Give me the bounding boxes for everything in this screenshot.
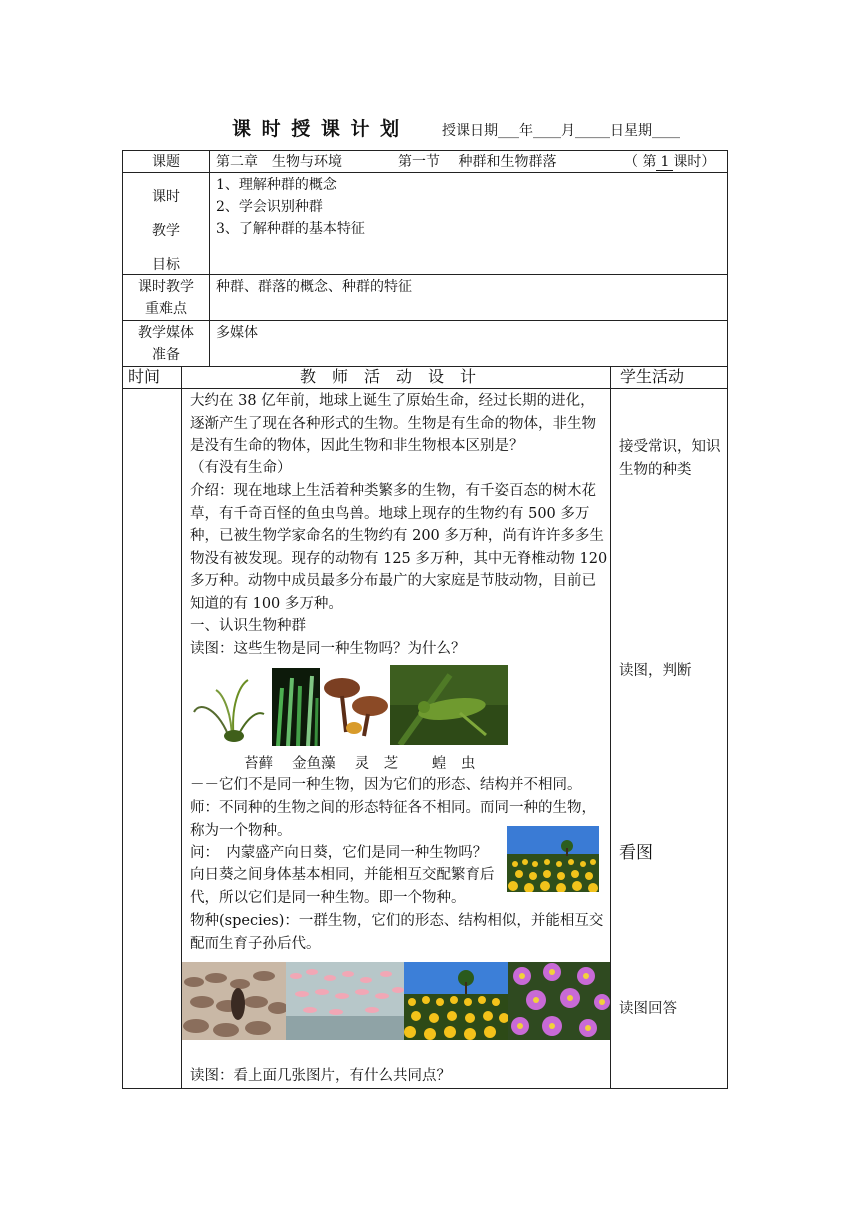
goals-list xyxy=(216,174,365,240)
page-title: 课 时 授 课 计 划 xyxy=(232,118,402,140)
teacher-note: 师：不同种的生物之间的形态特征各不相同。而同一种的生物，称为一个物种。 xyxy=(190,800,596,839)
sunflowers-image xyxy=(404,962,508,1040)
answer-1: －－它们不是同一种生物，因为它们的形态、结构并不相同。 xyxy=(190,777,582,793)
topic-label: 课题 xyxy=(152,154,180,170)
col-teacher-header: 教 师 活 动 设 计 xyxy=(300,367,477,386)
answer-2: 向日葵之间身体基本相同，并能相互交配繁育后代，所以它们是同一种生物。即一个物种。 xyxy=(190,867,495,906)
lesson-number: 1 xyxy=(656,154,673,171)
asters-image xyxy=(508,962,610,1040)
goals-label-line: 课时 xyxy=(152,189,180,205)
student-activity-2: 读图，判断 xyxy=(619,663,692,679)
goals-label xyxy=(123,180,209,282)
lingzhi-image xyxy=(320,672,390,744)
intro-paragraph: 大约在 38 亿年前，地球上诞生了原始生命，经过长期的进化，逐渐产生了现在各种形式的生物。生物是有生命的物体，非生物是没有生命的物体，因此生物和非生物根本区别是？ xyxy=(190,393,596,454)
key-label-line: 课时教学 xyxy=(138,279,194,295)
key-label xyxy=(123,276,209,320)
student-activity-4: 读图回答 xyxy=(619,1001,677,1017)
question-1: 读图：这些生物是同一种生物吗？为什么？ xyxy=(190,641,466,657)
goals-label-line: 教学 xyxy=(152,223,180,239)
lesson-suffix: 课时） xyxy=(673,154,716,170)
col-student-header: 学生活动 xyxy=(620,367,685,386)
media-label-line: 教学媒体 xyxy=(138,325,194,341)
key-label-line: 重难点 xyxy=(145,301,187,317)
goals-label-line: 目标 xyxy=(152,257,180,273)
intro-answer: （有没有生命） xyxy=(190,460,292,476)
lesson-count xyxy=(624,151,715,173)
species-definition: 物种(species)：一群生物，它们的形态、结构相似，并能相互交配而生育子孙后代。 xyxy=(190,913,604,952)
species-captions: 苔藓 金鱼藻 灵 芝 蝗 虫 xyxy=(244,756,476,772)
topic-section: 第一节 种群和生物群落 xyxy=(398,154,557,170)
lesson-prefix: （ 第 xyxy=(624,154,657,170)
key-points: 种群、群落的概念、种群的特征 xyxy=(216,279,412,295)
question-3: 读图：看上面几张图片，有什么共同点？ xyxy=(190,1068,451,1084)
goal-item: 1、理解种群的概念 xyxy=(216,177,337,193)
col-time-header: 时间 xyxy=(128,367,161,386)
media-label xyxy=(123,322,209,366)
media-value: 多媒体 xyxy=(216,325,258,341)
topic-chapter: 第二章 生物与环境 xyxy=(216,154,342,170)
student-activity-3: 看图 xyxy=(619,843,653,863)
section-heading: 一、认识生物种群 xyxy=(190,618,306,634)
moss-image xyxy=(190,670,268,744)
goal-item: 3、了解种群的基本特征 xyxy=(216,221,365,237)
goal-item: 2、学会识别种群 xyxy=(216,199,323,215)
hornwort-image xyxy=(272,668,320,746)
student-activity-1: 接受常识，知识生物的种类 xyxy=(619,439,721,478)
media-label-line: 准备 xyxy=(152,347,180,363)
question-2: 问： 内蒙盛产向日葵，它们是同一种生物吗？ xyxy=(190,845,488,861)
grasshopper-image xyxy=(390,665,508,745)
intro-paragraph-2: 介绍：现在地球上生活着种类繁多的生物，有千姿百态的树木花草，有千奇百怪的鱼虫鸟兽。地球上现存的生物约有 500 多万种，已被生物学家命名的生物约有 200 多万种，尚有许许多多生物没有被发现。现存的动物有 125 多万种，其中无脊椎动物 120 多万种。动物中成员最多分布最广的大家庭是节肢动物，目前已知道的有 100 多万种。 xyxy=(190,483,608,612)
flamingos-image xyxy=(286,962,404,1040)
seals-image xyxy=(182,962,286,1040)
date-line: 授课日期___年____月_____日星期____ xyxy=(442,123,680,139)
sunflower-field-image xyxy=(507,826,599,892)
